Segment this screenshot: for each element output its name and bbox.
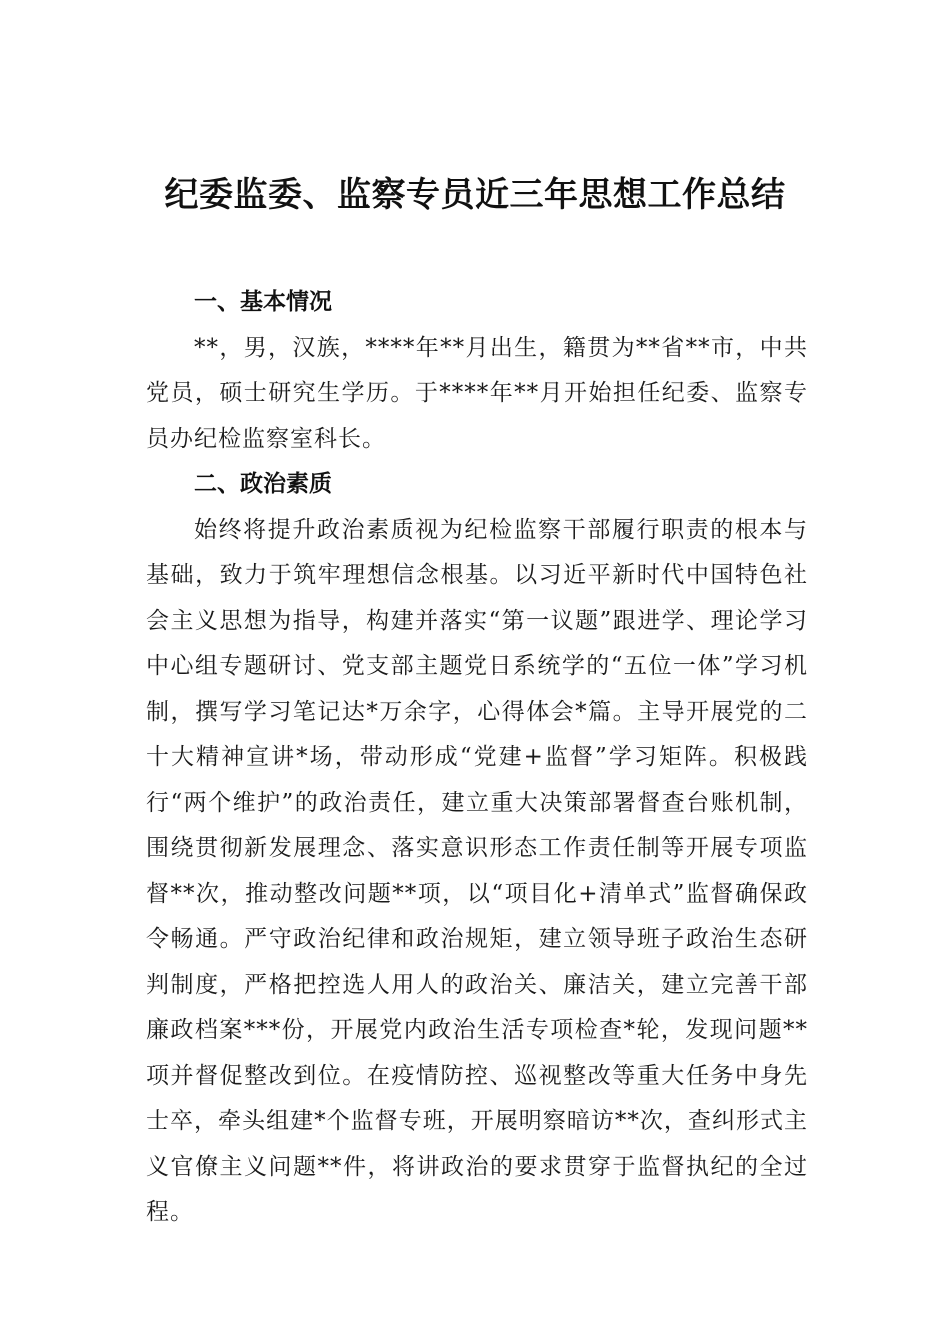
document-title: 纪委监委、监察专员近三年思想工作总结	[164, 175, 786, 215]
section-paragraph-basic-info: **，男，汉族，****年**月出生，籍贯为**省**市，中共党员，硕士研究生学历。于****年**月开始担任纪委、监察专员办纪检监察室科长。	[146, 334, 808, 452]
section-heading-basic-info: 一、基本情况	[194, 289, 332, 315]
section-heading-political-quality: 二、政治素质	[194, 471, 332, 497]
document-body	[146, 280, 808, 1236]
section-paragraph-political-quality: 始终将提升政治素质视为纪检监察干部履行职责的根本与基础，致力于筑牢理想信念根基。以习近平新时代中国特色社会主义思想为指导，构建并落实“第一议题”跟进学、理论学习中心组专题研讨、党支部主题党日系统学的“五位一体”学习机制，撰写学习笔记达*万余字，心得体会*篇。主导开展党的二十大精神宣讲*场，带动形成“党建+监督”学习矩阵。积极践行“两个维护”的政治责任，建立重大决策部署督查台账机制，围绕贯彻新发展理念、落实意识形态工作责任制等开展专项监督**次，推动整改问题**项，以“项目化+清单式”监督确保政令畅通。严守政治纪律和政治规矩，建立领导班子政治生态研判制度，严格把控选人用人的政治关、廉洁关，建立完善干部廉政档案***份，开展党内政治生活专项检查*轮，发现问题**项并督促整改到位。在疫情防控、巡视整改等重大任务中身先士卒，牵头组建*个监督专班，开展明察暗访**次，查纠形式主义官僚主义问题**件，将讲政治的要求贯穿于监督执纪的全过程。	[146, 516, 808, 1225]
